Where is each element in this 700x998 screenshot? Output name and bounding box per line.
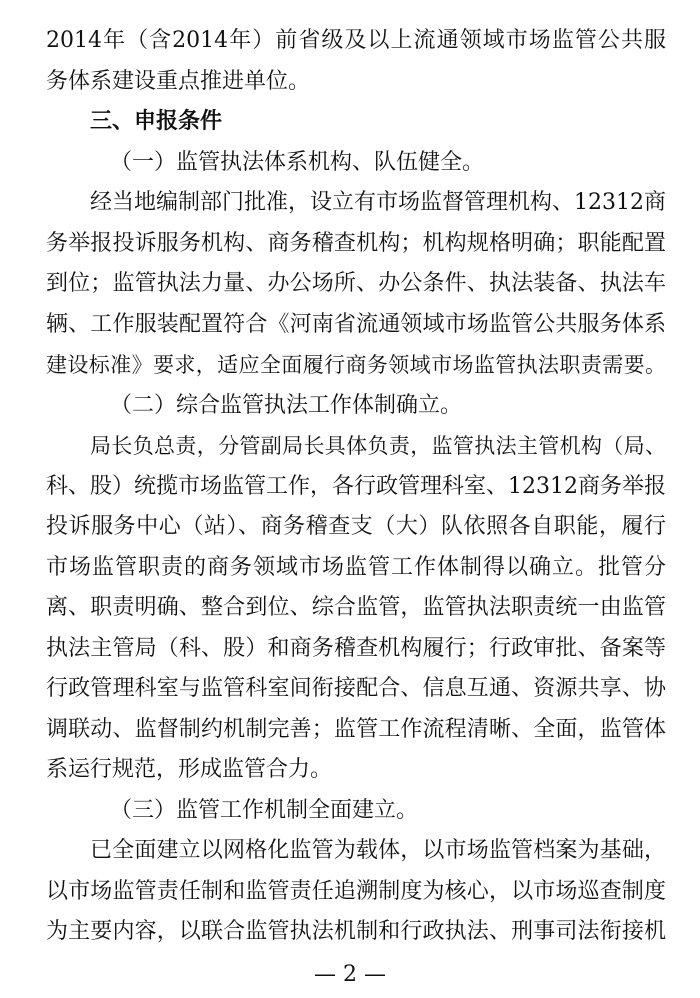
subsection-heading: （二）综合监管执法工作体制确立。 bbox=[110, 392, 463, 418]
paragraph-line: 到位；监管执法力量、办公场所、办公条件、执法装备、执法车 bbox=[46, 271, 666, 296]
paragraph-line: 已全面建立以网格化监管为载体，以市场监管档案为基础， bbox=[90, 838, 666, 863]
paragraph-line: 为主要内容，以联合监管执法机制和行政执法、刑事司法衔接机 bbox=[46, 919, 666, 944]
paragraph-line: 务体系建设重点推进单位。 bbox=[46, 68, 311, 94]
paragraph-line: 局长负总责，分管副局长具体负责，监管执法主管机构（局、 bbox=[90, 434, 666, 458]
paragraph-line: 务举报投诉服务机构、商务稽查机构；机构规格明确；职能配置 bbox=[46, 230, 666, 256]
paragraph-line: 经当地编制部门批准，设立有市场监督管理机构、12312商 bbox=[90, 190, 666, 215]
section-heading: 三、申报条件 bbox=[90, 109, 223, 134]
page-number: — 2 — bbox=[314, 962, 386, 987]
paragraph-line: 2014年（含2014年）前省级及以上流通领域市场监管公共服 bbox=[46, 28, 666, 53]
subsection-heading: （三）监管工作机制全面建立。 bbox=[110, 797, 419, 823]
paragraph-line: 调联动、监督制约机制完善；监管工作流程清晰、全面，监管体 bbox=[46, 716, 666, 742]
paragraph-line: 系运行规范，形成监管合力。 bbox=[46, 757, 333, 782]
paragraph-line: 辆、工作服装配置符合《河南省流通领域市场监管公共服务体系 bbox=[46, 311, 666, 337]
paragraph-line: 科、股）统揽市场监管工作，各行政管理科室、12312商务举报 bbox=[46, 473, 666, 499]
paragraph-line: 离、职责明确、整合到位、综合监管，监管执法职责统一由监管 bbox=[46, 595, 666, 620]
paragraph-line: 投诉服务中心（站）、商务稽查支（大）队依照各自职能，履行 bbox=[46, 514, 666, 539]
subsection-heading: （一）监管执法体系机构、队伍健全。 bbox=[110, 149, 485, 175]
paragraph-line: 建设标准》要求，适应全面履行商务领域市场监管执法职责需要。 bbox=[46, 353, 666, 377]
paragraph-line: 执法主管局（科、股）和商务稽查机构履行；行政审批、备案等 bbox=[46, 635, 666, 661]
paragraph-line: 以市场监管责任制和监管责任追溯制度为核心，以市场巡查制度 bbox=[46, 878, 666, 904]
paragraph-line: 市场监管职责的商务领域市场监管工作体制得以确立。批管分 bbox=[46, 554, 666, 580]
paragraph-line: 行政管理科室与监管科室间衔接配合、信息互通、资源共享、协 bbox=[46, 676, 666, 701]
